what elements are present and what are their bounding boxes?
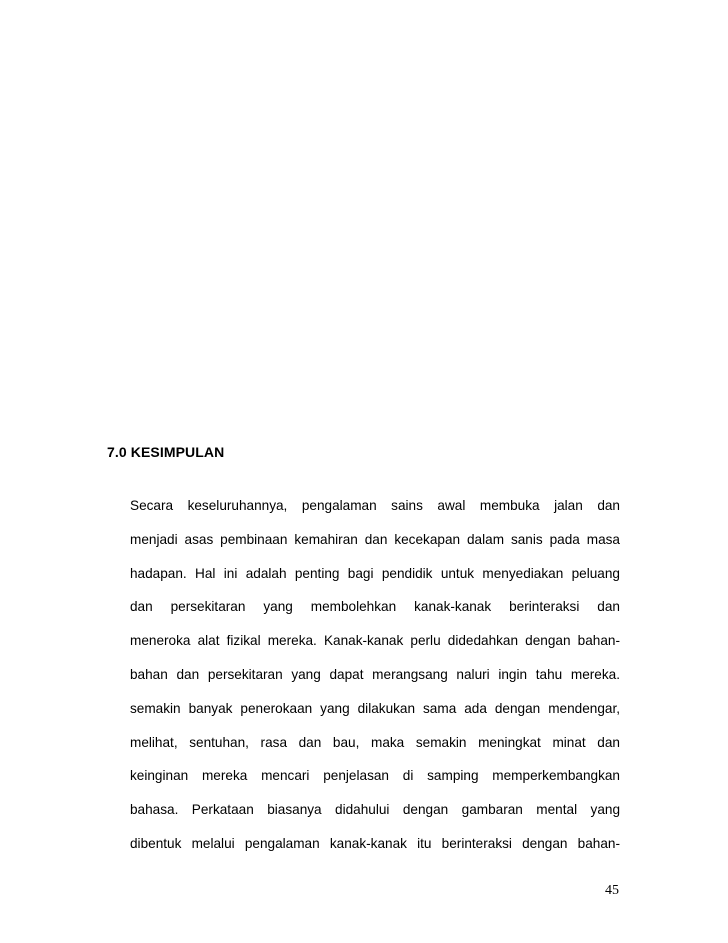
paragraph-line: dibentuk melalui pengalaman kanak-kanak itu berinteraksi dengan bahan- <box>130 835 620 851</box>
paragraph-line: semakin banyak penerokaan yang dilakukan sama ada dengan mendengar, <box>130 700 620 716</box>
paragraph-line: meneroka alat fizikal mereka. Kanak-kanak perlu didedahkan dengan bahan- <box>130 633 620 649</box>
body-paragraph <box>130 489 620 861</box>
paragraph-line: dan persekitaran yang membolehkan kanak-kanak berinteraksi dan <box>130 599 620 615</box>
paragraph-line: bahan dan persekitaran yang dapat merangsang naluri ingin tahu mereka. <box>130 666 620 682</box>
section-heading: 7.0 KESIMPULAN <box>107 444 225 460</box>
paragraph-line: bahasa. Perkataan biasanya didahului dengan gambaran mental yang <box>130 802 620 818</box>
paragraph-line: menjadi asas pembinaan kemahiran dan kecekapan dalam sanis pada masa <box>130 531 620 547</box>
paragraph-line: Secara keseluruhannya, pengalaman sains awal membuka jalan dan <box>130 498 620 513</box>
paragraph-line: keinginan mereka mencari penjelasan di samping memperkembangkan <box>130 768 620 784</box>
paragraph-line: hadapan. Hal ini adalah penting bagi pendidik untuk menyediakan peluang <box>130 565 620 581</box>
page-number: 45 <box>605 883 619 898</box>
paragraph-line: melihat, sentuhan, rasa dan bau, maka semakin meningkat minat dan <box>130 734 620 750</box>
